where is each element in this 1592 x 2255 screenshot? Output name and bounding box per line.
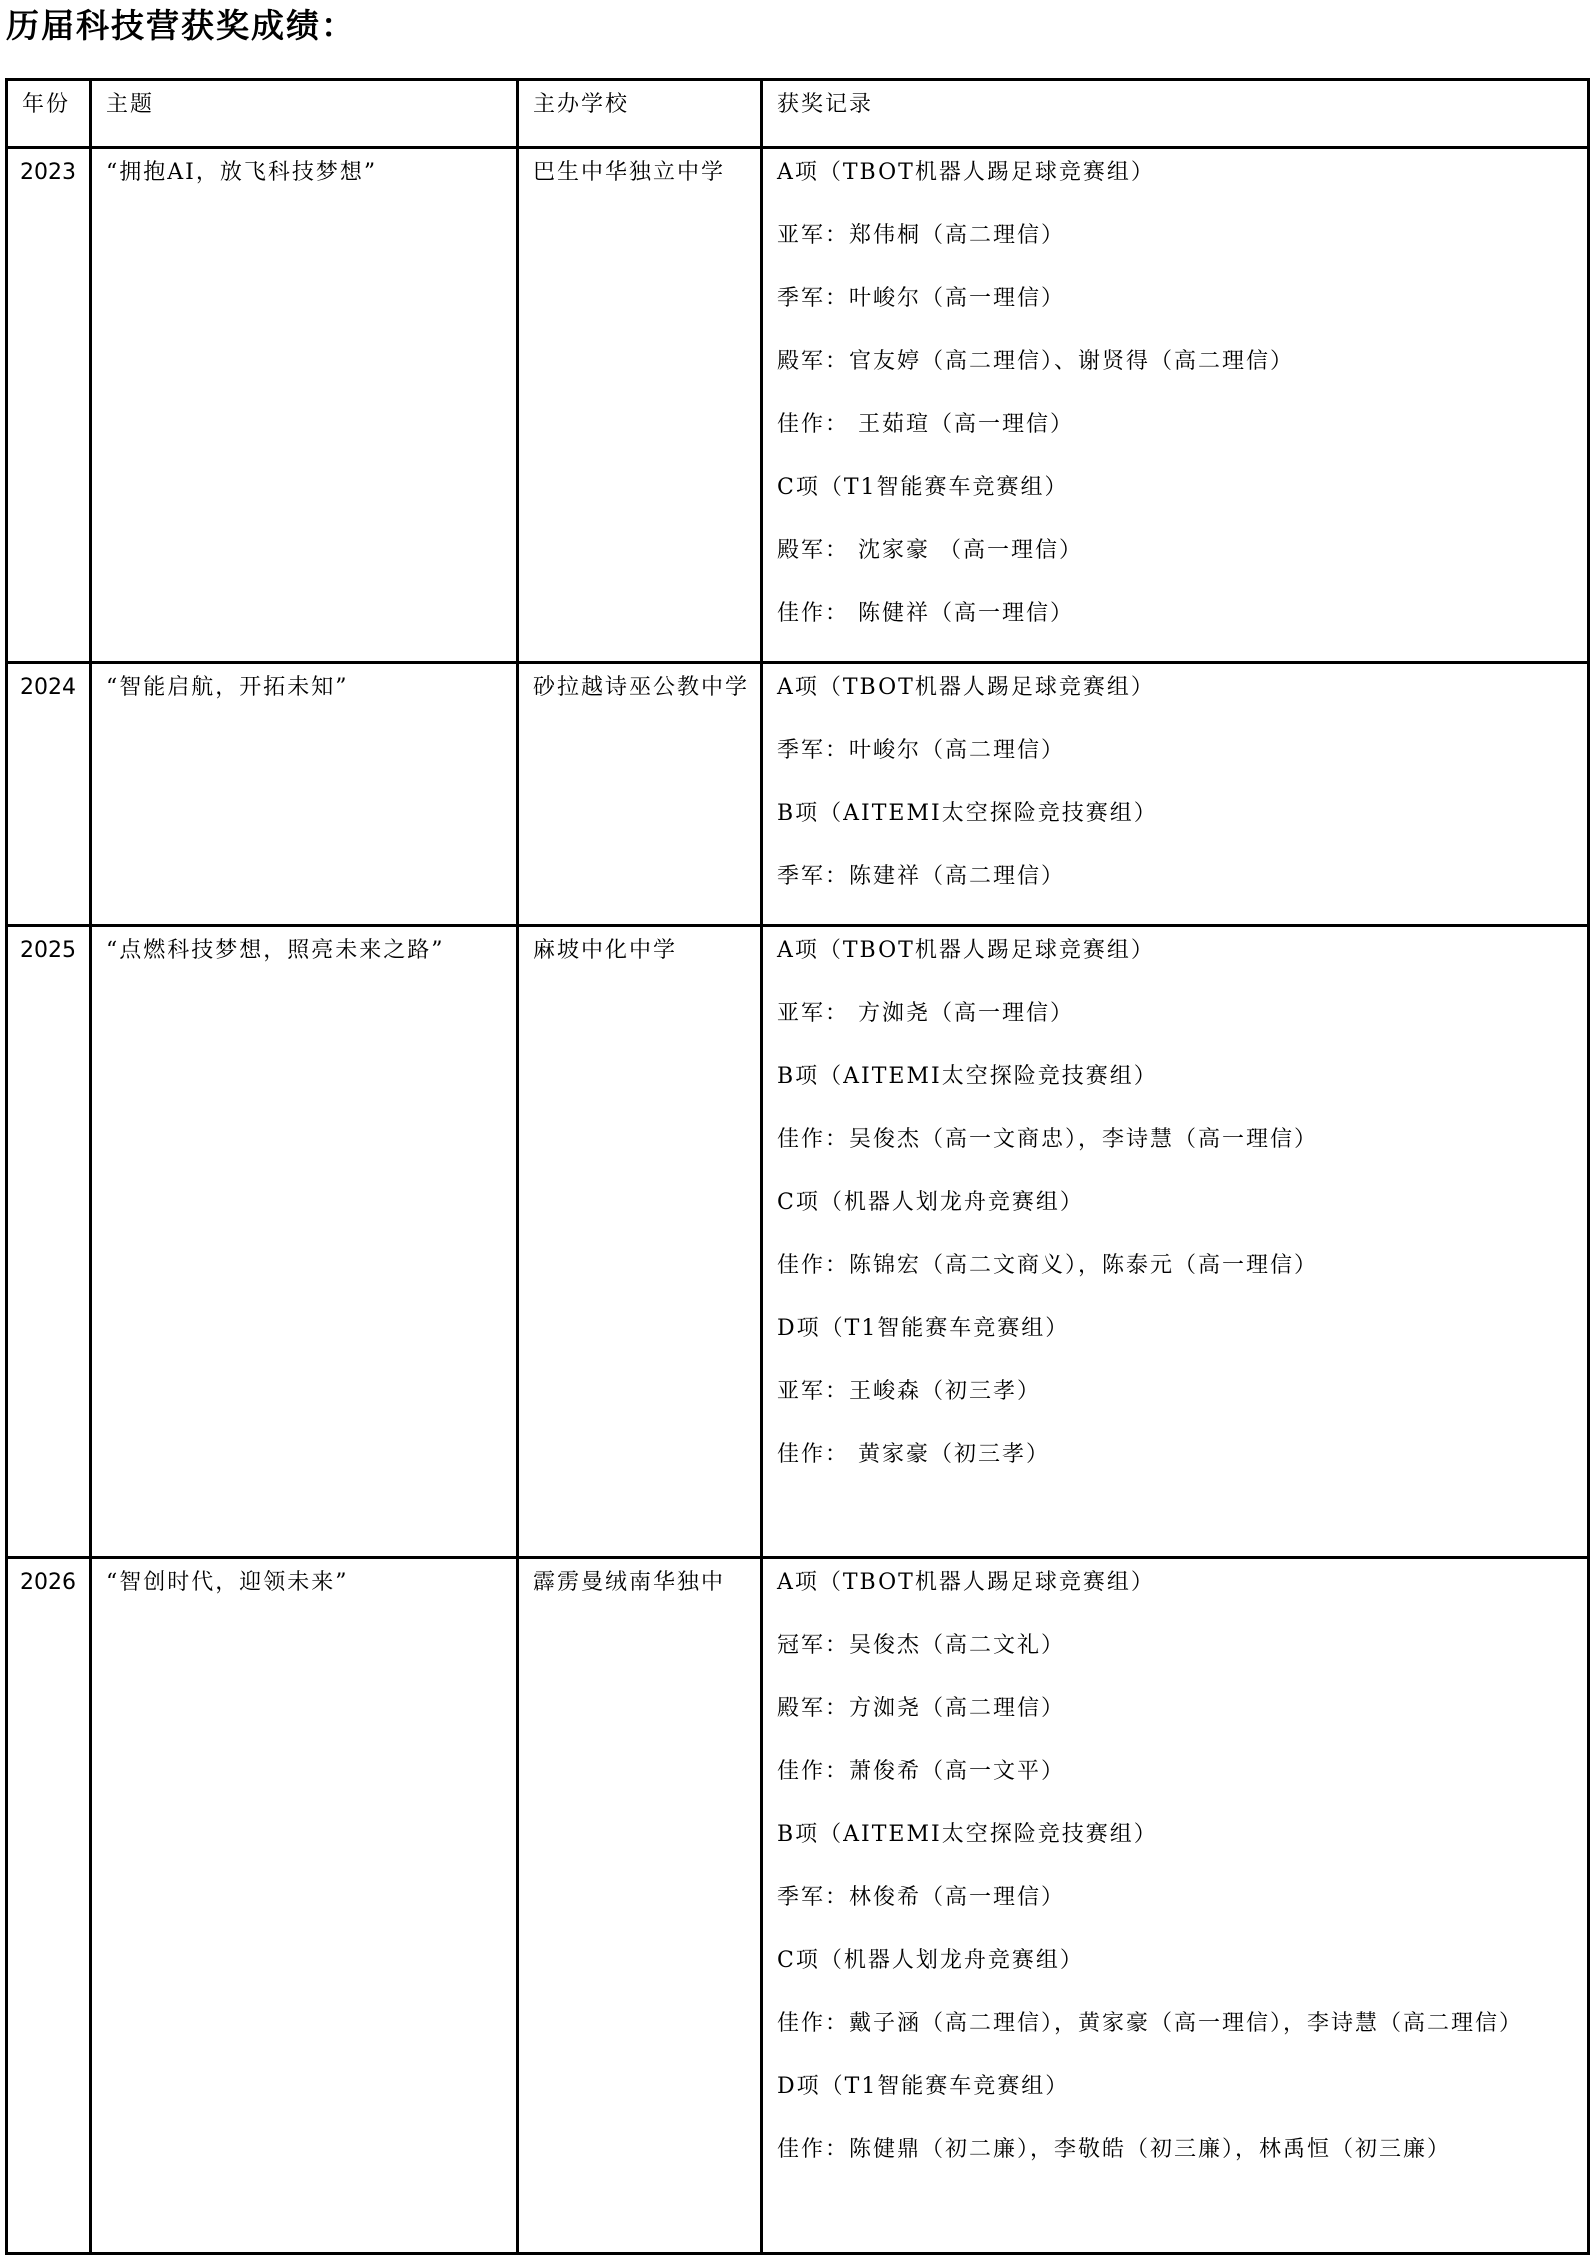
- award-entry: 佳作： 王茹瑄（高一理信）: [777, 412, 1074, 437]
- award-entry: 季军：叶峻尔（高一理信）: [777, 286, 1066, 311]
- theme-cell: “智能启航，开拓未知”: [91, 663, 518, 926]
- award-entry: 佳作：萧俊希（高一文平）: [777, 1759, 1066, 1784]
- year-cell: 2023: [7, 148, 91, 663]
- award-category: C项（机器人划龙舟竞赛组）: [777, 1190, 1084, 1215]
- award-category: C项（T1智能赛车竞赛组）: [777, 475, 1069, 500]
- award-category: B项（AITEMI太空探险竞技赛组）: [777, 1822, 1158, 1847]
- theme-cell: “智创时代，迎领未来”: [91, 1558, 518, 2254]
- award-category: C项（机器人划龙舟竞赛组）: [777, 1948, 1084, 1973]
- theme-cell: “点燃科技梦想，照亮未来之路”: [91, 926, 518, 1558]
- school-cell: 霹雳曼绒南华独中: [518, 1558, 762, 2254]
- table-row: [7, 926, 1589, 1558]
- award-entry: 殿军：方洳尧（高二理信）: [777, 1696, 1066, 1721]
- award-entry: 季军：叶峻尔（高二理信）: [777, 738, 1066, 763]
- awards-cell: [762, 1558, 1589, 2254]
- award-entry: 亚军： 方洳尧（高一理信）: [777, 1001, 1074, 1026]
- award-entry: 佳作：陈锦宏（高二文商义），陈泰元（高一理信）: [777, 1253, 1319, 1278]
- award-category: D项（T1智能赛车竞赛组）: [777, 2074, 1070, 2099]
- award-entry: 冠军：吴俊杰（高二文礼）: [777, 1633, 1066, 1658]
- award-category: A项（TBOT机器人踢足球竞赛组）: [777, 1570, 1155, 1595]
- table-row: [7, 148, 1589, 663]
- year-cell: 2024: [7, 663, 91, 926]
- award-entry: 亚军：郑伟桐（高二理信）: [777, 223, 1066, 248]
- header-school: 主办学校: [518, 80, 762, 148]
- awards-cell: [762, 148, 1589, 663]
- theme-cell: “拥抱AI，放飞科技梦想”: [91, 148, 518, 663]
- award-entry: 佳作：陈健鼎（初二廉），李敬皓（初三廉），林禹恒（初三廉）: [777, 2137, 1452, 2162]
- award-category: B项（AITEMI太空探险竞技赛组）: [777, 801, 1158, 826]
- award-entry: 亚军：王峻森（初三孝）: [777, 1379, 1042, 1404]
- table-row: [7, 663, 1589, 926]
- award-entry: 季军：陈建祥（高二理信）: [777, 864, 1066, 889]
- award-entry: 佳作： 陈健祥（高一理信）: [777, 601, 1074, 626]
- award-entry: 殿军：官友婷（高二理信）、谢贤得（高二理信）: [777, 349, 1295, 374]
- award-category: A项（TBOT机器人踢足球竞赛组）: [777, 160, 1155, 185]
- award-entry: 季军：林俊希（高一理信）: [777, 1885, 1066, 1910]
- table-header-row: [7, 80, 1589, 148]
- awards-table: [5, 78, 1590, 2255]
- header-awards: 获奖记录: [762, 80, 1589, 148]
- award-category: B项（AITEMI太空探险竞技赛组）: [777, 1064, 1158, 1089]
- table-row: [7, 1558, 1589, 2254]
- school-cell: 砂拉越诗巫公教中学: [518, 663, 762, 926]
- award-entry: 佳作：吴俊杰（高一文商忠），李诗慧（高一理信）: [777, 1127, 1319, 1152]
- page-title: 历届科技营获奖成绩：: [6, 6, 356, 45]
- header-year: 年份: [7, 80, 91, 148]
- award-category: A项（TBOT机器人踢足球竞赛组）: [777, 938, 1155, 963]
- year-cell: 2026: [7, 1558, 91, 2254]
- year-cell: 2025: [7, 926, 91, 1558]
- award-category: D项（T1智能赛车竞赛组）: [777, 1316, 1070, 1341]
- school-cell: 麻坡中化中学: [518, 926, 762, 1558]
- awards-cell: [762, 926, 1589, 1558]
- award-entry: 殿军： 沈家豪 （高一理信）: [777, 538, 1083, 563]
- school-cell: 巴生中华独立中学: [518, 148, 762, 663]
- header-theme: 主题: [91, 80, 518, 148]
- award-entry: 佳作： 黄家豪（初三孝）: [777, 1442, 1050, 1467]
- award-category: A项（TBOT机器人踢足球竞赛组）: [777, 675, 1155, 700]
- awards-cell: [762, 663, 1589, 926]
- award-entry: 佳作：戴子涵（高二理信），黄家豪（高一理信），李诗慧（高二理信）: [777, 2011, 1524, 2036]
